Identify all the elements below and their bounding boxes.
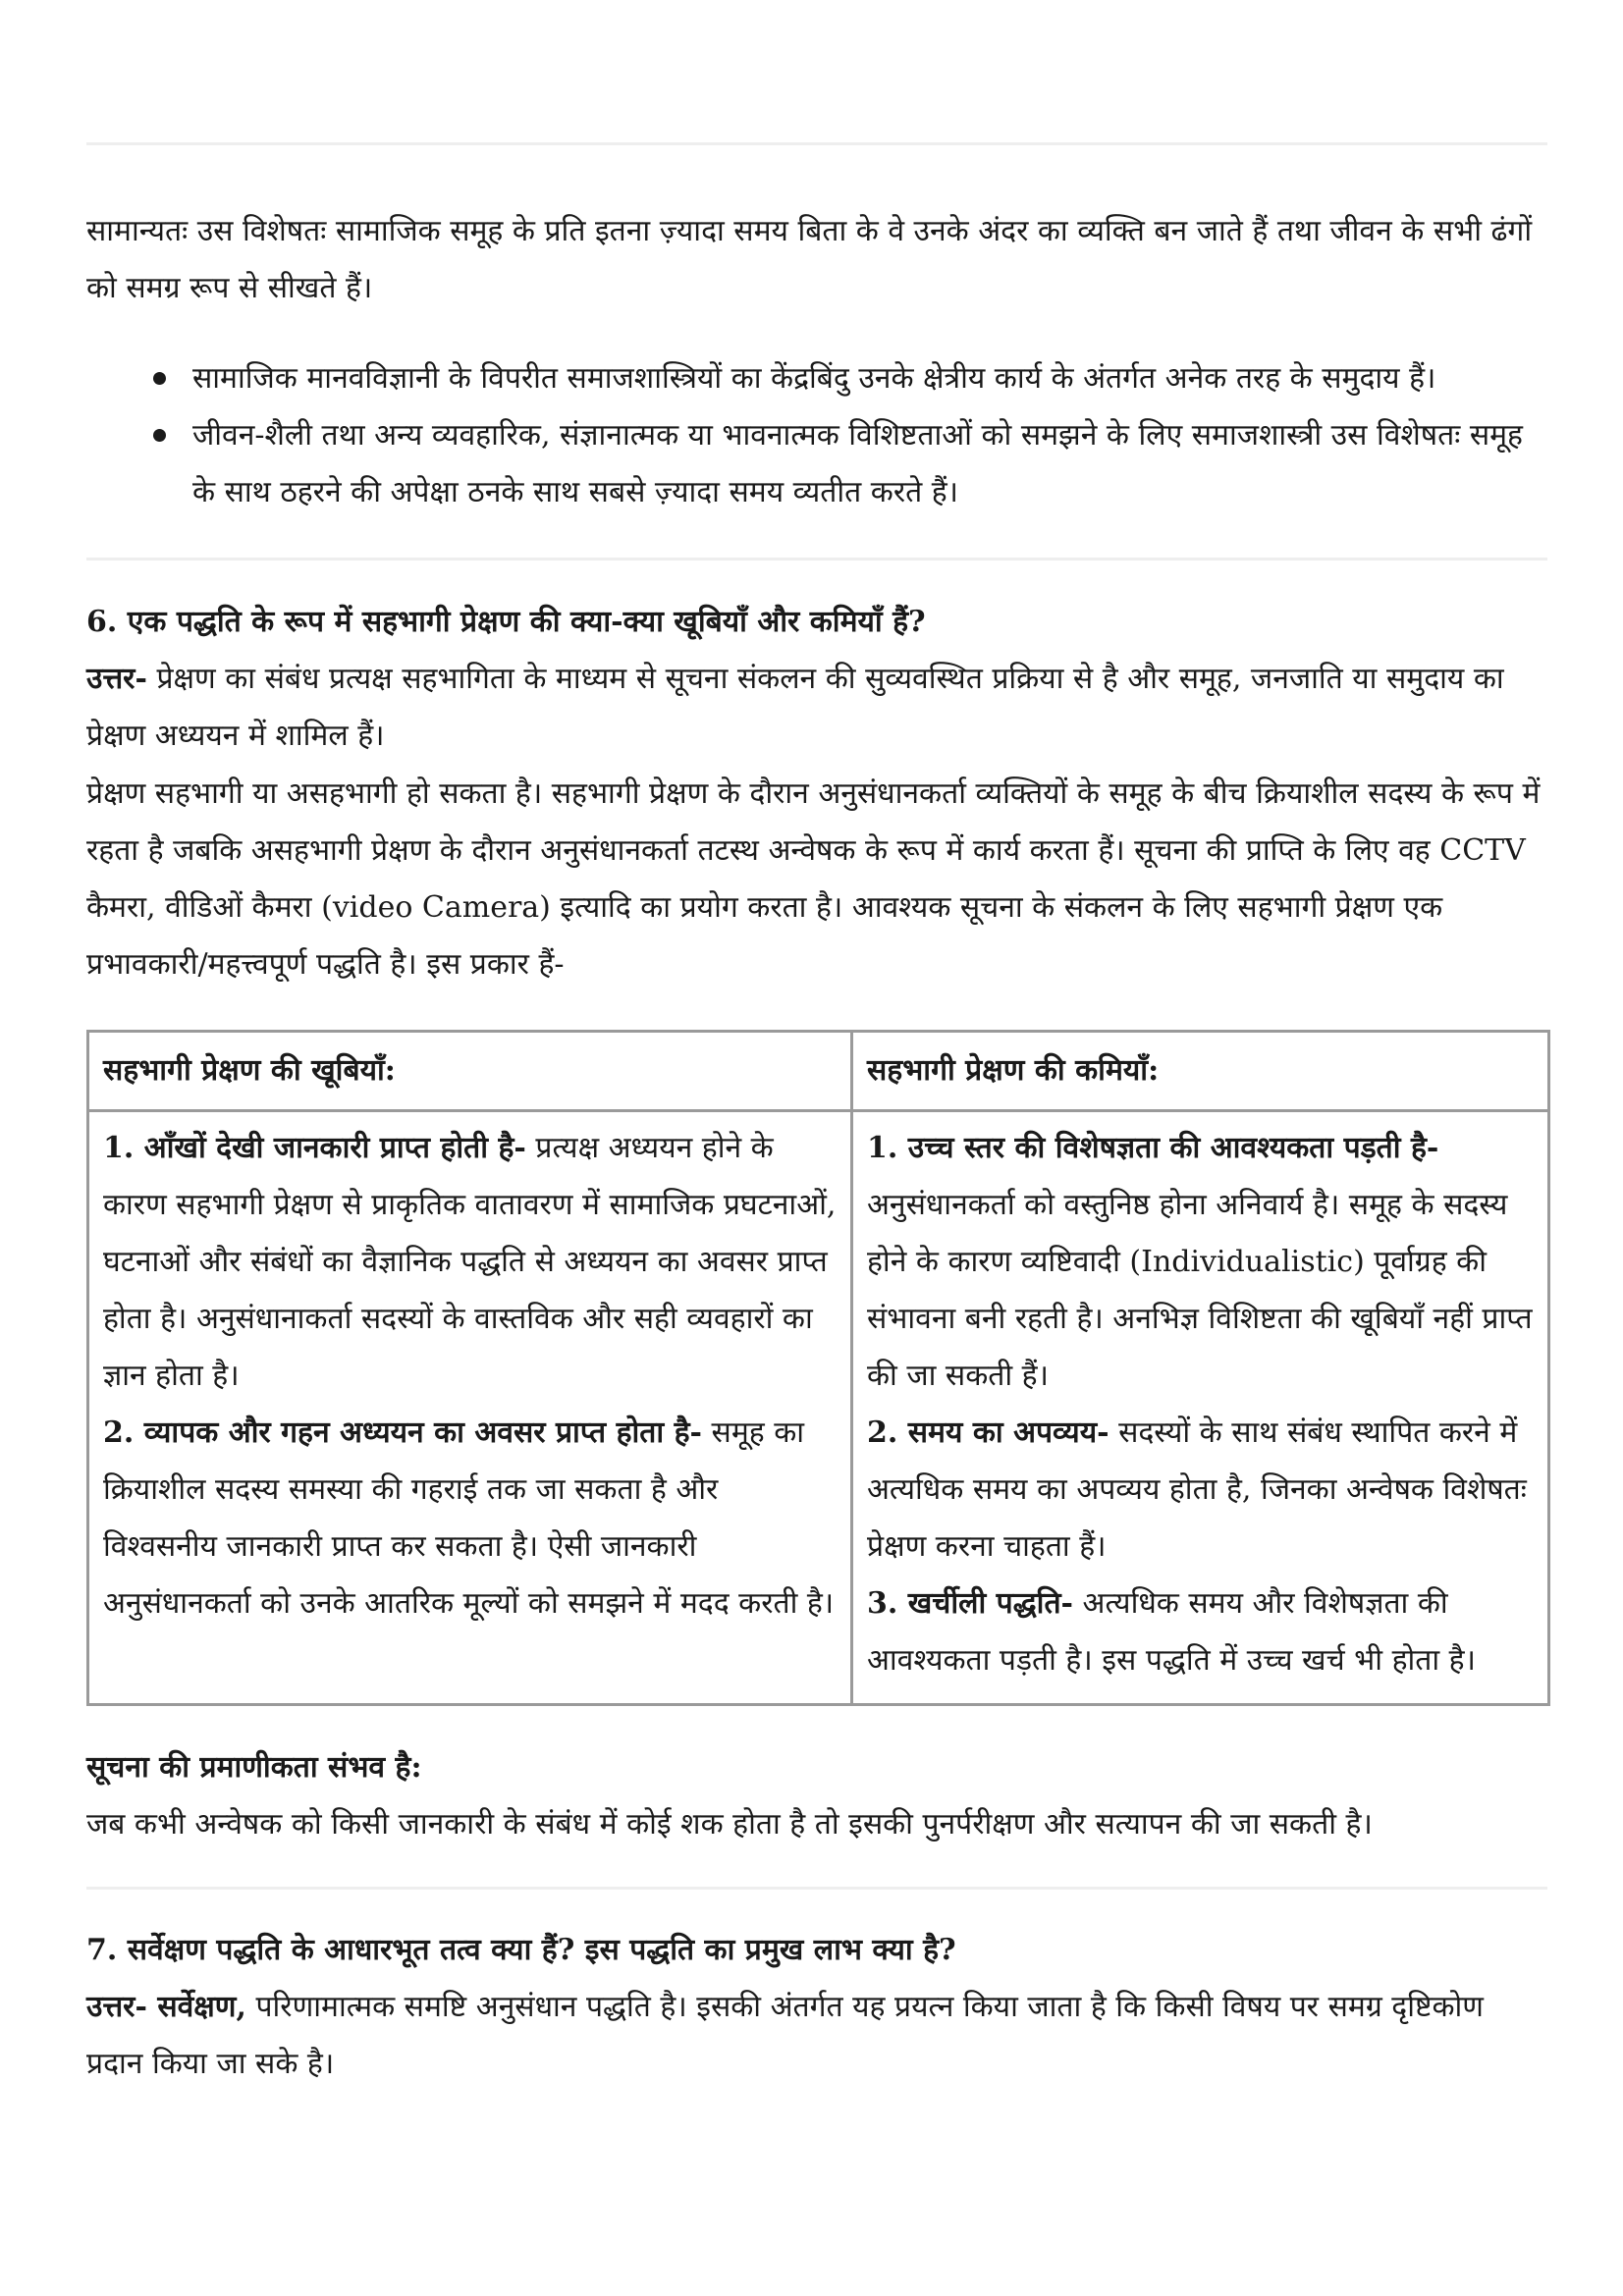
list-item: सामाजिक मानवविज्ञानी के विपरीत समाजशास्त्रियों का केंद्रबिंदु उनके क्षेत्रीय कार्य के अंतर्गत अनेक तरह के समुदाय हैं।: [86, 350, 1547, 407]
table-header-row: [88, 1032, 1549, 1111]
intro-bullet-list: [86, 350, 1547, 521]
question-7-heading: 7. सर्वेक्षण पद्धति के आधारभूत तत्व क्या हैं? इस पद्धति का प्रमुख लाभ क्या है?: [86, 1933, 956, 1967]
merit-item: 2. व्यापक और गहन अध्ययन का अवसर प्राप्त होता है- समूह का क्रियाशील सदस्य समस्या की गहराई तक जा सकता है और विश्वसनीय जानकारी प्राप्त कर सकता है। ऐसी जानकारी अनुसंधानकर्ता को उनके आतरिक मूल्यों को समझने में मदद करती है।: [103, 1415, 835, 1621]
answer-label: उत्तर- सर्वेक्षण,: [86, 1990, 246, 2024]
section-divider: [86, 1887, 1547, 1890]
question-6-answer: [86, 651, 1547, 765]
top-divider: [86, 142, 1547, 145]
question-7-answer: [86, 1979, 1547, 2093]
authenticity-heading: सूचना की प्रमाणीकता संभव है:: [86, 1750, 422, 1785]
answer-text: परिणामात्मक समष्टि अनुसंधान पद्धति है। इसकी अंतर्गत यह प्रयत्न किया जाता है कि किसी विषय पर समग्र दृष्टिकोण प्रदान किया जा सके है।: [86, 1990, 1485, 2081]
intro-paragraph: सामान्यतः उस विशेषतः सामाजिक समूह के प्रति इतना ज़्यादा समय बिता के वे उनके अंदर का व्यक्ति बन जाते हैं तथा जीवन के सभी ढंगों को समग्र रूप से सीखते हैं।: [86, 214, 1533, 305]
answer-text: प्रेक्षण का संबंध प्रत्यक्ष सहभागिता के माध्यम से सूचना संकलन की सुव्यवस्थित प्रक्रिया से है और समूह, जनजाति या समुदाय का प्रेक्षण अध्ययन में शामिल हैं।: [86, 662, 1504, 753]
demerits-cell: [852, 1111, 1549, 1705]
merits-cell: [88, 1111, 852, 1705]
merit-item: 1. आँखों देखी जानकारी प्राप्त होती है- प्रत्यक्ष अध्ययन होने के कारण सहभागी प्रेक्षण से प्राकृतिक वातावरण में सामाजिक प्रघटनाओं, घटनाओं और संबंधों का वैज्ञानिक पद्धति से अध्ययन का अवसर प्राप्त होता है। अनुसंधानाकर्ता सदस्यों के वास्तविक और सही व्यवहारों का ज्ञान होता है।: [103, 1131, 837, 1393]
demerit-item: 1. उच्च स्तर की विशेषज्ञता की आवश्यकता पड़ती है- अनुसंधानकर्ता को वस्तुनिष्ठ होना अनिवार्य है। समूह के सदस्य होने के कारण व्यष्टिवादी (Individualistic) पूर्वाग्रह की संभावना बनी रहती है। अनभिज्ञ विशिष्टता की खूबियाँ नहीं प्राप्त की जा सकती हैं।: [867, 1131, 1533, 1393]
demerit-item: 3. खर्चीली पद्धति- अत्यधिक समय और विशेषज्ञता की आवश्यकता पड़ती है। इस पद्धति में उच्च खर्च भी होता है।: [867, 1586, 1476, 1678]
section-divider: [86, 558, 1547, 561]
pros-cons-table: [86, 1030, 1550, 1706]
bullet-dot-icon: [153, 372, 166, 385]
question-6-paragraph: प्रेक्षण सहभागी या असहभागी हो सकता है। सहभागी प्रेक्षण के दौरान अनुसंधानकर्ता व्यक्तियों के समूह के बीच क्रियाशील सदस्य के रूप में रहता है जबकि असहभागी प्रेक्षण के दौरान अनुसंधानकर्ता तटस्थ अन्वेषक के रूप में कार्य करता हैं। सूचना की प्राप्ति के लिए वह CCTV कैमरा, वीडिओं कैमरा (video Camera) इत्यादि का प्रयोग करता है। आवश्यक सूचना के संकलन के लिए सहभागी प्रेक्षण एक प्रभावकारी/महत्त्वपूर्ण पद्धति है। इस प्रकार हैं-: [86, 776, 1541, 982]
bullet-dot-icon: [153, 429, 166, 442]
merits-header: सहभागी प्रेक्षण की खूबियाँ:: [88, 1032, 852, 1111]
demerits-header: सहभागी प्रेक्षण की कमियाँ:: [852, 1032, 1549, 1111]
authenticity-text: जब कभी अन्वेषक को किसी जानकारी के संबंध में कोई शक होता है तो इसकी पुनर्परीक्षण और सत्यापन की जा सकती है।: [86, 1807, 1373, 1842]
question-6-heading: 6. एक पद्धति के रूप में सहभागी प्रेक्षण की क्या-क्या खूबियाँ और कमियाँ हैं?: [86, 605, 926, 639]
demerit-item: 2. समय का अपव्यय- सदस्यों के साथ संबंध स्थापित करने में अत्यधिक समय का अपव्यय होता है, जिनका अन्वेषक विशेषतः प्रेक्षण करना चाहता हैं।: [867, 1415, 1527, 1564]
answer-label: उत्तर-: [86, 662, 147, 696]
list-item: जीवन-शैली तथा अन्य व्यवहारिक, संज्ञानात्मक या भावनात्मक विशिष्टताओं को समझने के लिए समाजशास्त्री उस विशेषतः समूह के साथ ठहरने की अपेक्षा ठनके साथ सबसे ज़्यादा समय व्यतीत करते हैं।: [86, 407, 1547, 521]
table-row: [88, 1111, 1549, 1705]
